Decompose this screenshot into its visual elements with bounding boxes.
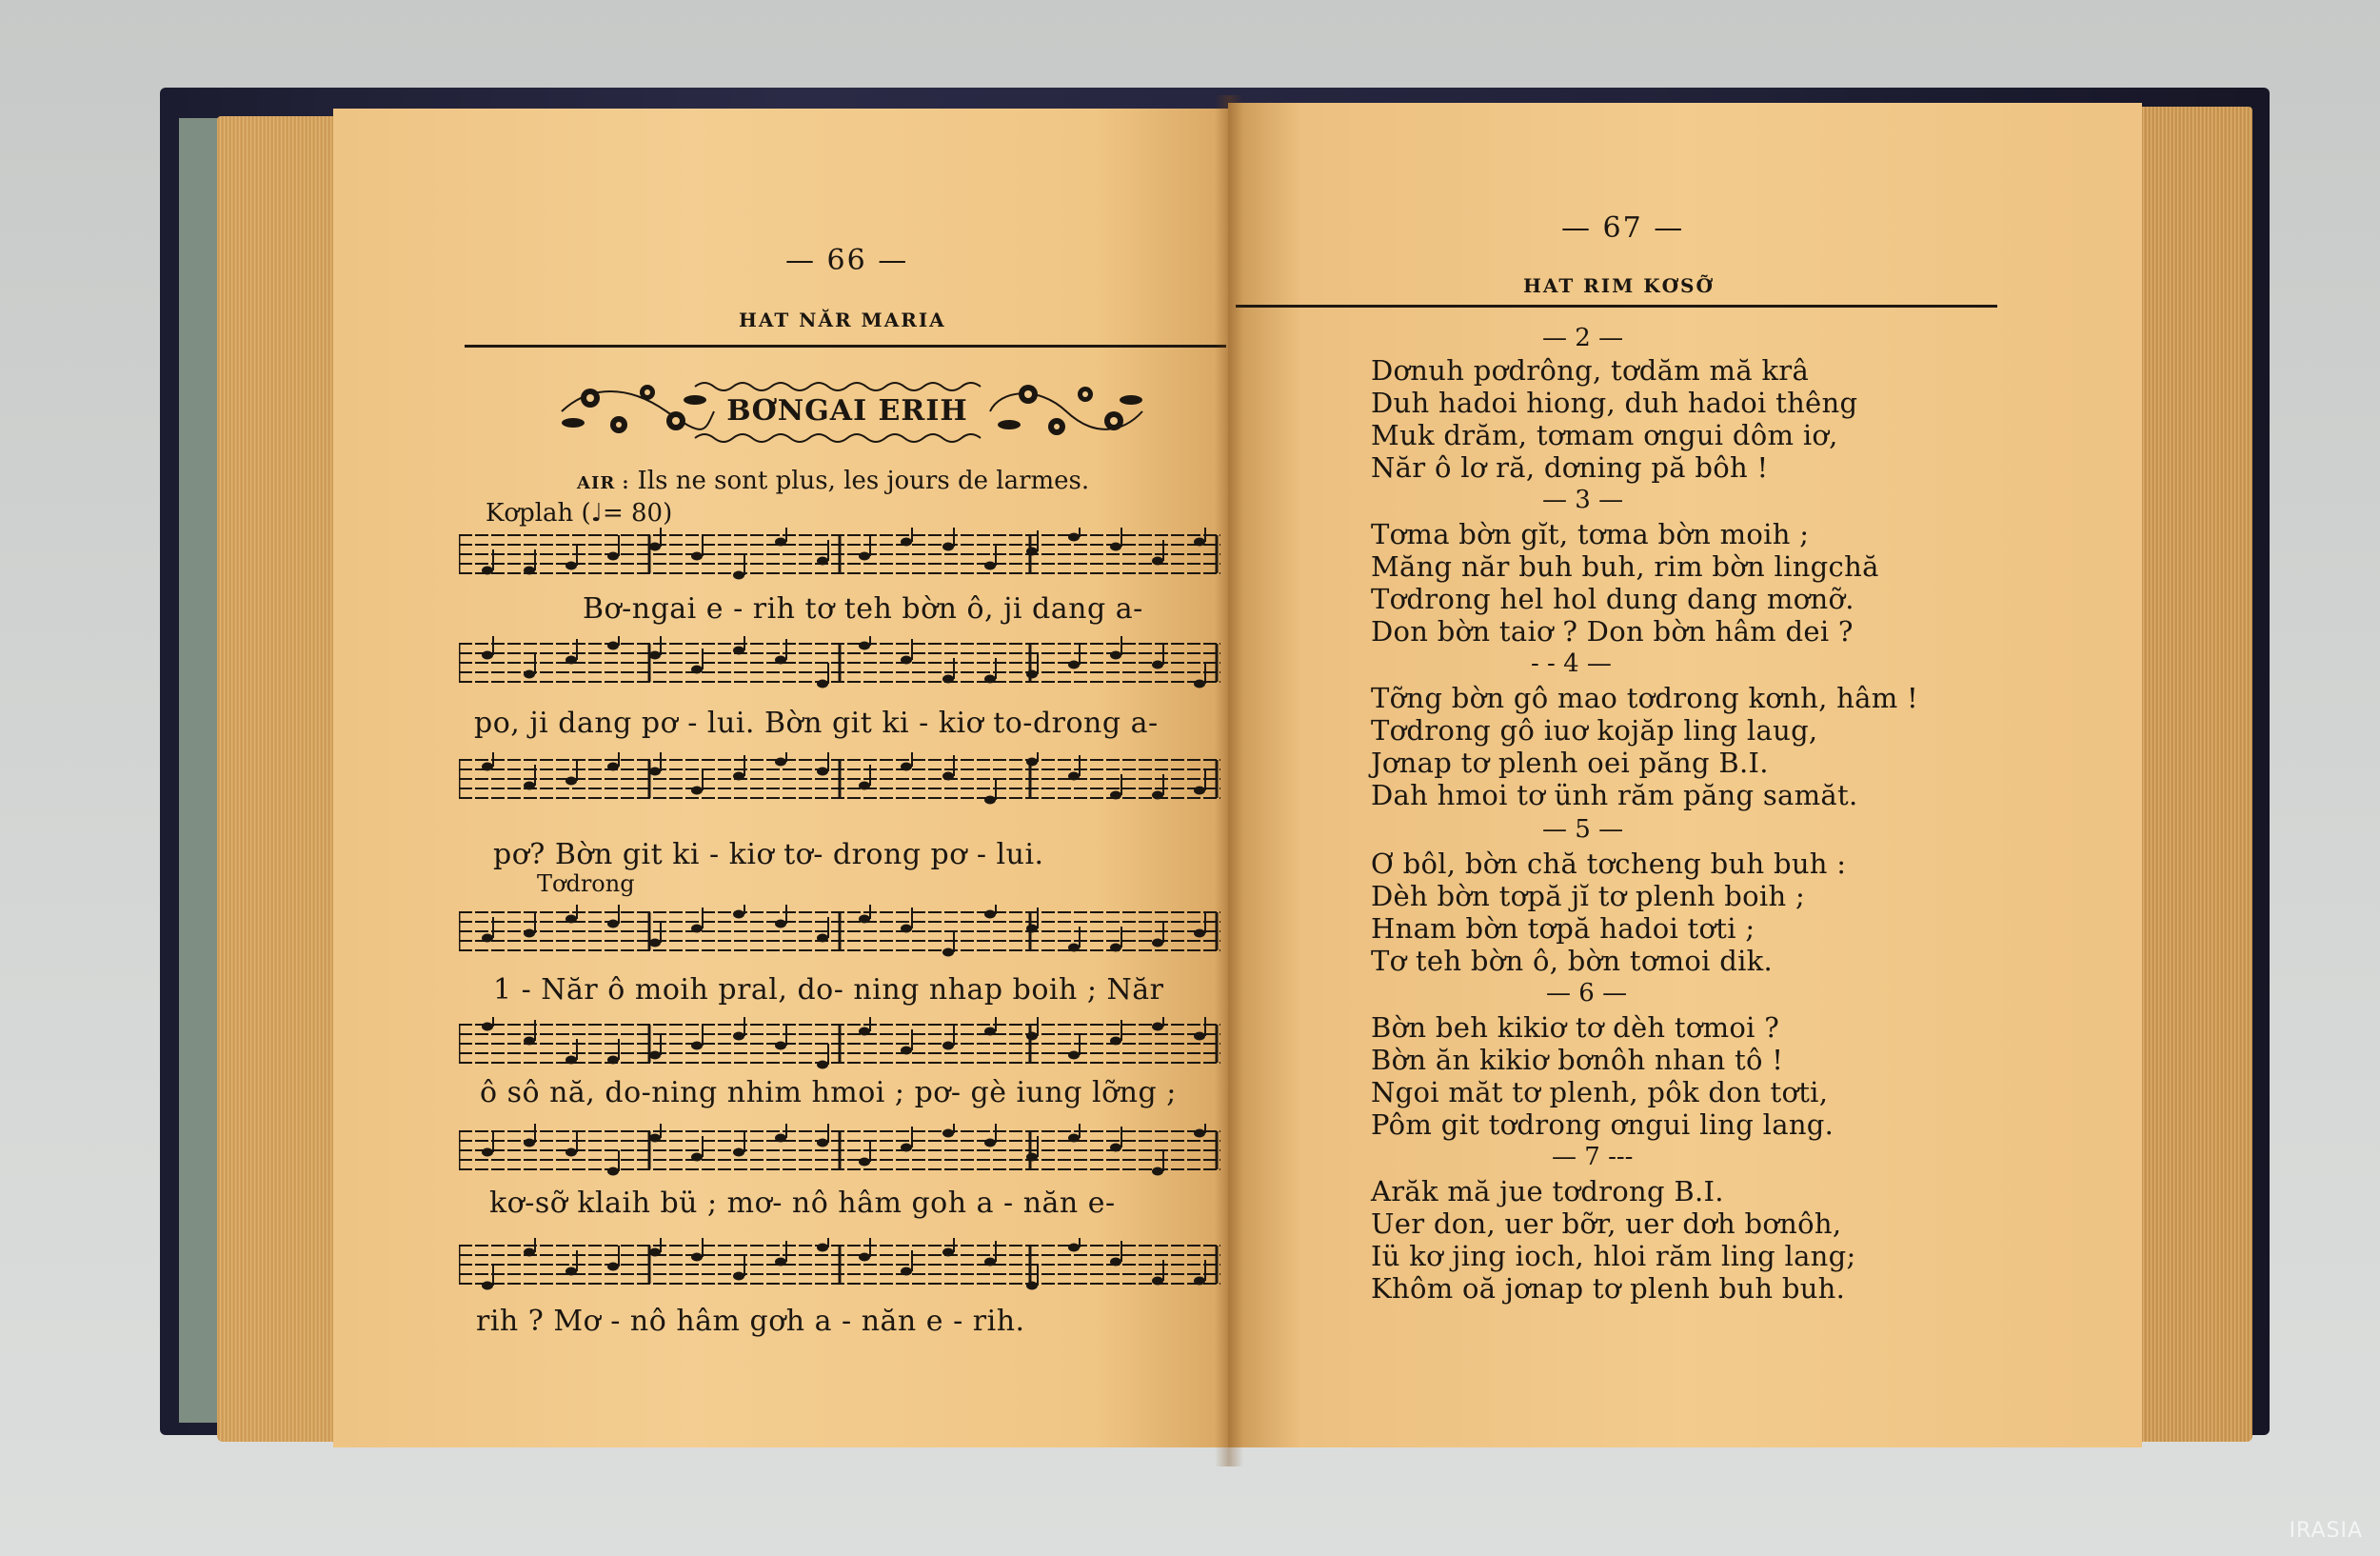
verse-line: Măng năr buh buh, rim bờn lingchă [1371,550,1879,583]
note-head [1152,557,1163,566]
music-staff [459,1124,1220,1181]
note-head [482,651,493,660]
stanza-number: — 3 — [1542,486,1624,514]
note-head [942,675,954,684]
note-head [984,796,996,805]
note-head [901,1047,912,1055]
note-head [775,656,786,665]
note-head [984,562,996,570]
air-line [577,467,1089,495]
note-head [607,1167,619,1176]
note-head [775,1134,786,1143]
page-edges-left [217,116,339,1442]
verse-line: Tỡng bờn gô mao tơdrong kơnh, hâm ! [1371,682,1919,714]
song-title: BƠNGAI ERIH [726,394,968,428]
lyric-line: 1 - Năr ô moih pral, do- ning nhap boih ; Năr [493,973,1164,1007]
note-head [942,948,954,957]
note-head [565,1148,577,1157]
note-head [1152,939,1163,948]
note-head [524,1037,535,1046]
note-head [1110,543,1121,551]
note-head [984,1258,996,1267]
note-head [607,642,619,650]
note-head [565,777,577,786]
head-rule-right [1236,305,1997,308]
note-head [482,567,493,575]
note-head [733,1148,744,1157]
verse-line: Dơnuh pơdrông, tơdăm mă krâ [1371,354,1810,387]
note-head [524,567,535,575]
note-head [817,1061,828,1069]
left-page [333,109,1228,1447]
note-head [984,1139,996,1147]
note-head [1068,772,1080,781]
air-label: AIR : [577,473,630,493]
note-head [1026,670,1038,679]
note-head [565,656,577,665]
note-head [1026,758,1038,767]
verse-line: Don bờn taiơ ? Don bờn hâm dei ? [1371,615,1854,648]
note-head [1110,1258,1121,1267]
verse-line: Dah hmoi tơ ünh răm păng samăt. [1371,779,1858,811]
note-head [607,920,619,928]
note-head [901,656,912,665]
note-head [607,1056,619,1065]
watermark: IRASIA [2289,1519,2363,1543]
note-head [691,552,703,561]
note-head [524,1248,535,1257]
verse-line: Pôm git tơdrong ơngui ling lang. [1371,1108,1835,1141]
note-head [859,1253,870,1262]
note-head [649,651,661,660]
note-head [733,910,744,919]
note-head [1110,1144,1121,1152]
verse-line: Dèh bờn tơpă jĭ tơ plenh boih ; [1371,880,1806,912]
page-number-right: — 67 — [1561,211,1685,245]
note-head [775,1042,786,1050]
note-head [482,1023,493,1031]
note-head [942,772,954,781]
stanza-number: — 7 --- [1552,1143,1634,1171]
music-staff [459,528,1220,585]
note-head [649,1051,661,1060]
note-head [649,1248,661,1257]
music-staff [459,1017,1220,1074]
note-head [565,562,577,570]
lyric-line: Bơ-ngai e - rih tơ teh bờn ô, ji dang a- [583,592,1143,626]
note-head [691,1042,703,1050]
note-head [859,552,870,561]
note-head [733,571,744,580]
verse-line: Uer don, uer bỡr, uer dơh bơnôh, [1371,1207,1842,1240]
note-head [1026,1153,1038,1162]
page-edges-right [2132,107,2252,1442]
verse-line: Bờn beh kikiơ tơ dèh tơmoi ? [1371,1011,1780,1044]
note-head [942,1042,954,1050]
note-head [1026,548,1038,556]
note-head [1194,680,1205,688]
note-head [1194,1277,1205,1286]
note-head [482,1282,493,1290]
verse-line: Bờn ăn kikiơ bơnôh nhan tô ! [1371,1044,1784,1076]
note-head [1152,1023,1163,1031]
note-head [524,782,535,790]
note-head [691,666,703,674]
verse-line: Tơdrong gô iuơ kojăp ling laug, [1371,714,1818,747]
note-head [775,1258,786,1267]
note-head [1068,1051,1080,1060]
note-head [1152,1277,1163,1286]
verse-line: Ơ bôl, bờn chă tơcheng buh buh : [1371,848,1847,880]
verse-line: Duh hadoi hiong, duh hadoi thêng [1371,387,1858,419]
note-head [649,543,661,551]
stanza-number: - - 4 — [1531,649,1612,678]
right-page [1228,103,2142,1447]
note-head [859,1158,870,1167]
note-head [607,763,619,771]
note-head [1068,1244,1080,1252]
note-head [733,772,744,781]
note-head [901,763,912,771]
running-head-left: HAT NĂR MARIA [739,309,946,331]
note-head [942,1248,954,1257]
verse-line: Ngoi măt tơ plenh, pôk don tơti, [1371,1076,1829,1108]
note-head [482,934,493,943]
note-head [1110,944,1121,952]
stanza-number: — 6 — [1546,979,1628,1007]
stanza-number: — 2 — [1542,324,1624,352]
note-head [1194,787,1205,795]
book-gutter [1215,95,1243,1466]
note-head [859,915,870,924]
note-head [817,680,828,688]
page-number-left: — 66 — [785,244,909,277]
note-head [817,1244,828,1252]
note-head [817,934,828,943]
note-head [984,910,996,919]
title-banner [552,366,1152,457]
note-head [859,1027,870,1036]
note-head [649,939,661,948]
note-head [1194,1032,1205,1041]
note-head [859,642,870,650]
note-head [1068,661,1080,669]
note-head [524,929,535,938]
lyric-line: ô sô nă, do-ning nhim hmoi ; pơ- gè iung lỡng ; [480,1076,1177,1109]
note-head [691,787,703,795]
note-head [1026,1032,1038,1041]
note-head [1110,651,1121,660]
verse-line: Tơma bờn gĭt, tơma bờn moih ; [1371,518,1810,550]
note-head [524,1139,535,1147]
note-head [733,1272,744,1281]
verse-line: Hnam bờn tơpă hadoi tơti ; [1371,912,1755,945]
note-head [942,543,954,551]
note-head [901,1144,912,1152]
note-head [1068,533,1080,542]
verse-line: Tơdrong hel hol dung dang mơnỡ. [1371,583,1854,615]
note-head [565,1267,577,1276]
note-head [1152,791,1163,800]
note-head [1110,1037,1121,1046]
note-head [482,763,493,771]
note-head [565,915,577,924]
note-head [775,758,786,767]
cue-label: Tơdrong [537,870,635,897]
note-head [649,1134,661,1143]
note-head [607,552,619,561]
verse-line: Khôm oă jơnap tơ plenh buh buh. [1371,1272,1846,1305]
verse-line: Arăk mă jue tơdrong B.I. [1371,1175,1724,1207]
note-head [984,1027,996,1036]
music-staff [459,636,1220,693]
note-head [1194,929,1205,938]
note-head [901,925,912,933]
note-head [1152,1167,1163,1176]
note-head [691,1253,703,1262]
note-head [565,1056,577,1065]
note-head [733,647,744,655]
note-head [942,1129,954,1138]
verse-line: Muk drăm, tơmam ơngui dôm iơ, [1371,419,1838,451]
note-head [1026,1282,1038,1290]
tempo-marking: Kơplah (♩= 80) [486,499,673,528]
note-head [1068,944,1080,952]
lyric-line: kơ-sỡ klaih bü ; mơ- nô hâm goh a - năn e- [489,1187,1116,1220]
note-head [649,768,661,776]
music-staff [459,752,1220,809]
verse-line: Iü kơ jing ioch, hloi răm ling lang; [1371,1240,1856,1272]
note-head [775,538,786,547]
lyric-line: po, ji dang pơ - lui. Bờn git ki - kiơ to-drong a- [474,707,1159,740]
note-head [1194,538,1205,547]
note-head [901,1267,912,1276]
note-head [859,782,870,790]
note-head [984,675,996,684]
music-staff [459,905,1220,962]
note-head [482,1148,493,1157]
head-rule-left [465,345,1226,348]
note-head [775,920,786,928]
lyric-line: rih ? Mơ - nô hâm gơh a - năn e - rih. [476,1305,1025,1338]
note-head [1152,661,1163,669]
note-head [607,1263,619,1271]
note-head [817,557,828,566]
note-head [1026,925,1038,933]
lyric-line: pơ? Bờn git ki - kiơ tơ- drong pơ - lui. [493,838,1044,871]
verse-line: Tơ teh bờn ô, bờn tơmoi dik. [1371,945,1774,977]
running-head-right: HAT RIM KƠSỠ [1523,274,1715,297]
verse-line: Năr ô lơ ră, dơning pă bôh ! [1371,451,1769,484]
note-head [524,670,535,679]
note-head [691,925,703,933]
note-head [1194,1129,1205,1138]
note-head [901,538,912,547]
note-head [817,768,828,776]
verse-line: Jơnap tơ plenh oei păng B.I. [1371,747,1769,779]
note-head [1068,1134,1080,1143]
air-text: Ils ne sont plus, les jours de larmes. [637,467,1090,495]
stanza-number: — 5 — [1542,815,1624,844]
note-head [1110,791,1121,800]
note-head [691,1153,703,1162]
note-head [733,1032,744,1041]
note-head [817,1139,828,1147]
music-staff [459,1238,1220,1295]
